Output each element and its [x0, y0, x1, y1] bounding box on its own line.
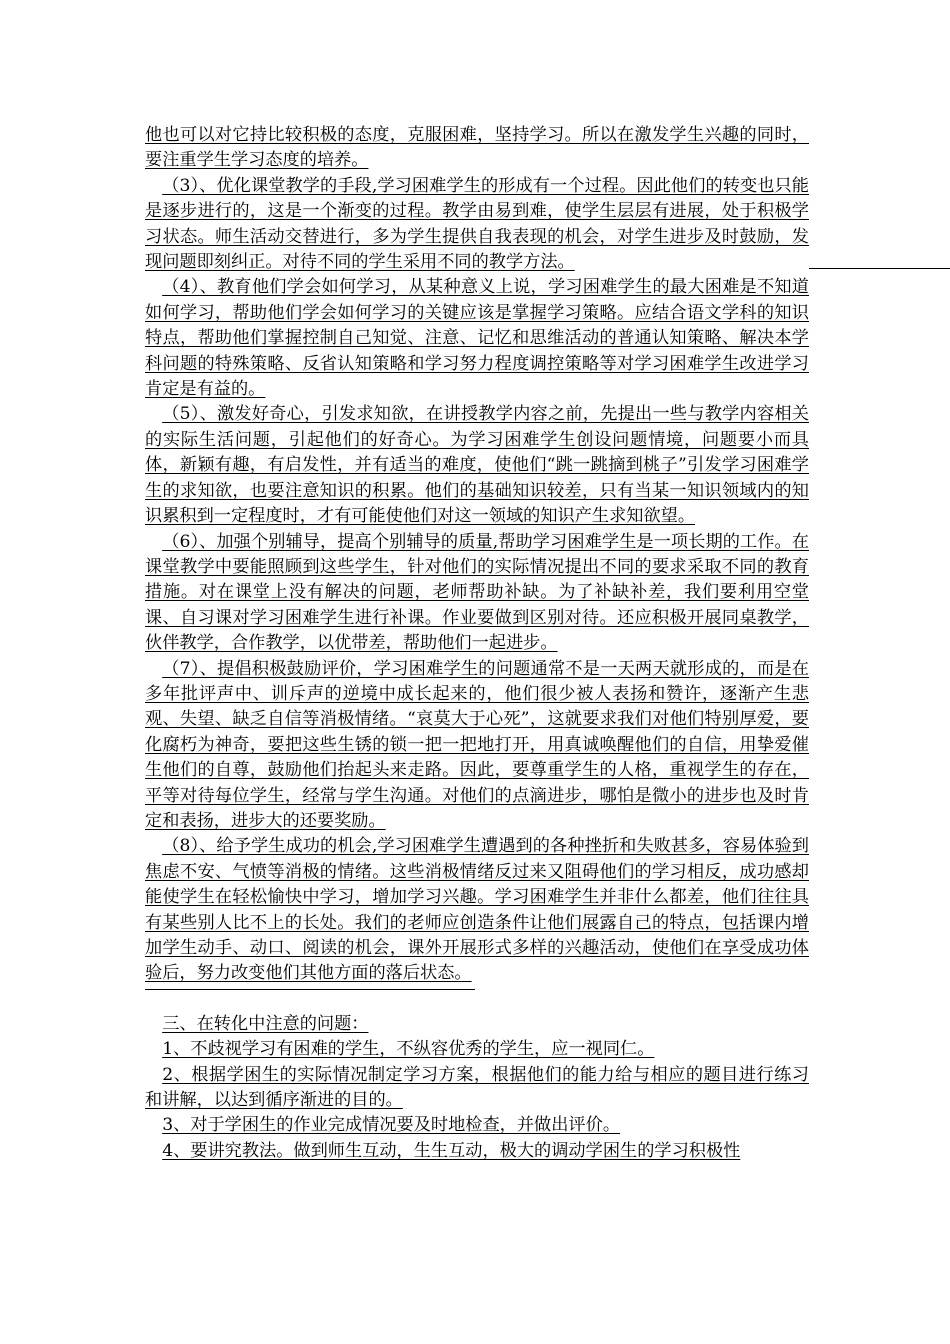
paragraph-item-8: （8）、给予学生成功的机会,学习困难学生遭遇到的各种挫折和失败甚多，容易体验到焦虑不安、气愤等消极的情绪。这些消极情绪反过来又阻碍他们的学习相反，成功感却能使学生在轻松愉快中学习，增加学习兴趣。学习困难学生并非什么都差，他们往往具有某些别人比不上的长处。我们的老师应创造条件让他们展露自己的特点，包括课内增加学生动手、动口、阅读的机会，课外开展形式多样的兴趣活动，使他们在享受成功体验后，努力改变他们其他方面的落后状态。 — [145, 836, 809, 984]
paragraph-continuation: 他也可以对它持比较积极的态度，克服困难，坚持学习。所以在激发学生兴趣的同时，要注重学生学习态度的培养。 — [145, 125, 809, 171]
paragraph-item-6: （6）、加强个别辅导，提高个别辅导的质量,帮助学习困难学生是一项长期的工作。在课堂教学中要能照顾到这些学生，针对他们的实际情况提出不同的要求采取不同的教育措施。对在课堂上没有解决的问题，老师帮助补缺。为了补缺补差，我们要利用空堂课、自习课对学习困难学生进行补课。作业要做到区别对待。还应积极开展同桌教学，伙伴教学，合作教学，以优带差，帮助他们一起进步。 — [145, 531, 809, 654]
blank-line — [145, 987, 809, 1012]
list-item: 1、不歧视学习有困难的学生，不纵容优秀的学生，应一视同仁。 — [162, 1039, 655, 1060]
list-item: 3、对于学困生的作业完成情况要及时地检查，并做出评价。 — [162, 1115, 621, 1136]
list-item: 4、要讲究教法。做到师生互动，生生互动，极大的调动学困生的学习积极性 — [162, 1140, 741, 1161]
paragraph-item-5: （5）、激发好奇心，引发求知欲，在讲授教学内容之前，先提出一些与教学内容相关的实际生活问题，引起他们的好奇心。为学习困难学生创设问题情境，问题要小而具体，新颖有趣，有启发性，并有适当的难度，使他们“跳一跳摘到桃子”引发学习困难学生的求知欲，也要注意知识的积累。他们的基础知识较差，只有当某一知识领域内的知识累积到一定程度时，才有可能使他们对这一领域的知识产生求知欲望。 — [145, 404, 809, 527]
document-body — [145, 123, 809, 1164]
paragraph-item-3: （3）、优化课堂教学的手段,学习困难学生的形成有一个过程。因此他们的转变也只能是逐步进行的，这是一个渐变的过程。教学由易到难，使学生层层有进展，处于积极学习状态。师生活动交替进行，多为学生提供自我表现的机会，对学生进步及时鼓励，发现问题即刻纠正。对待不同的学生采用不同的教学方法。 — [145, 175, 809, 273]
margin-rule — [809, 268, 950, 269]
separator-rule — [145, 989, 475, 990]
section-heading: 三、在转化中注意的问题： — [162, 1013, 369, 1034]
paragraph-item-7: （7）、提倡积极鼓励评价，学习困难学生的问题通常不是一天两天就形成的，而是在多年批评声中、训斥声的逆境中成长起来的，他们很少被人表扬和赞许，逐渐产生悲观、失望、缺乏自信等消极情绪。“哀莫大于心死”，这就要求我们对他们特别厚爱，要化腐朽为神奇，要把这些生锈的锁一把一把地打开，用真诚唤醒他们的自信，用挚爱催生他们的自尊，鼓励他们抬起头来走路。因此，要尊重学生的人格，重视学生的存在，平等对待每位学生，经常与学生沟通。对他们的点滴进步，哪怕是微小的进步也及时肯定和表扬，进步大的还要奖励。 — [145, 658, 809, 831]
paragraph-item-4: （4）、教育他们学会如何学习，从某种意义上说，学习困难学生的最大困难是不知道如何学习，帮助他们学会如何学习的关键应该是掌握学习策略。应结合语文学科的知识特点，帮助他们掌握控制自己知觉、注意、记忆和思维活动的普通认知策略、解决本学科问题的特殊策略、反省认知策略和学习努力程度调控策略等对学习困难学生改进学习肯定是有益的。 — [145, 277, 809, 400]
list-item: 2、根据学困生的实际情况制定学习方案，根据他们的能力给与相应的题目进行练习和讲解，以达到循序渐进的目的。 — [145, 1064, 809, 1111]
